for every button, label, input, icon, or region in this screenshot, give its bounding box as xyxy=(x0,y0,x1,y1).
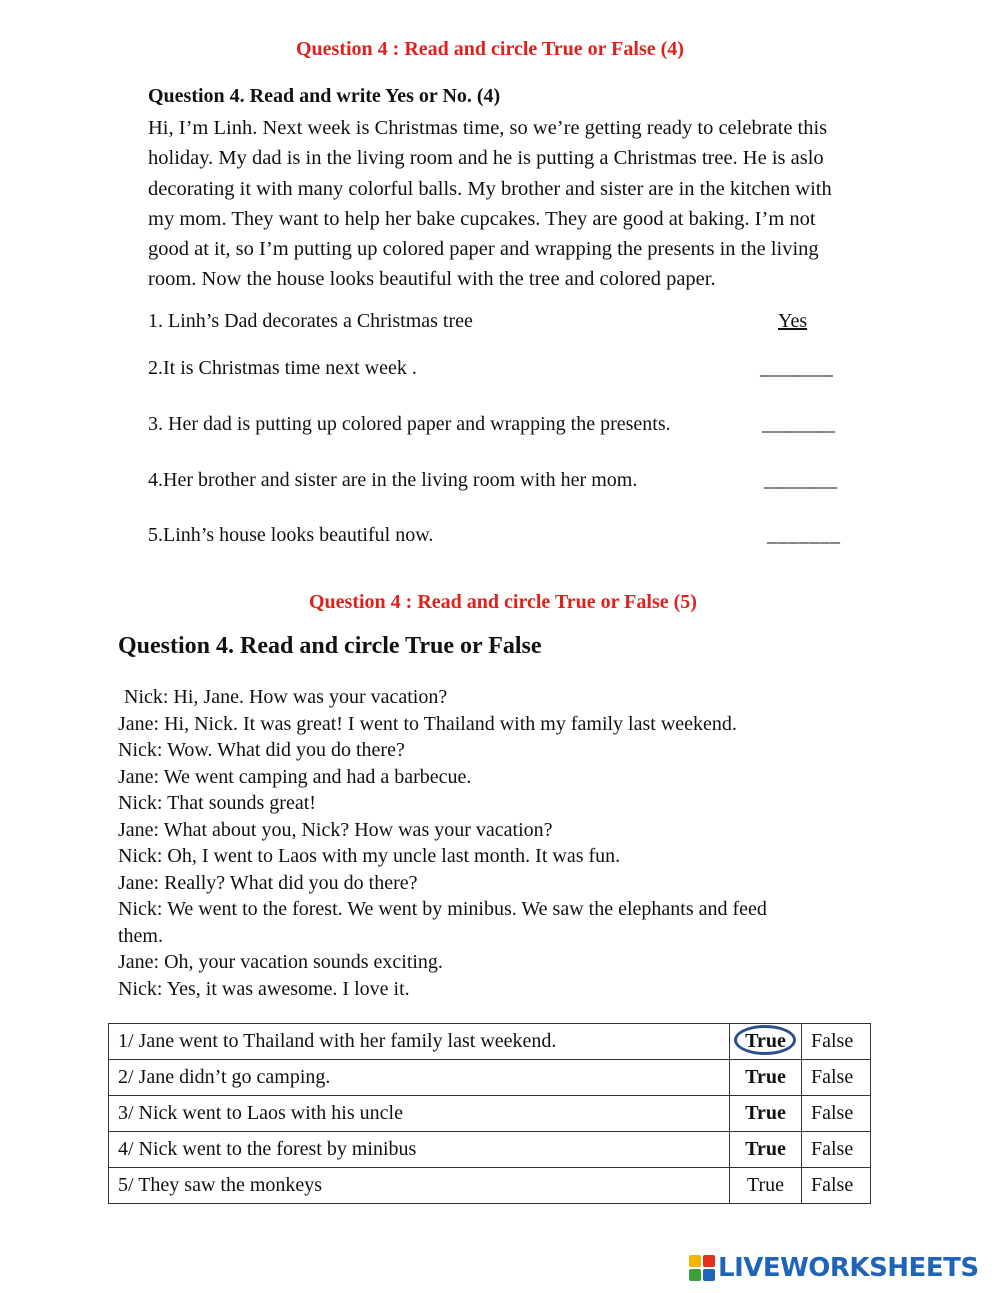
table-statement: 5/ They saw the monkeys xyxy=(109,1168,730,1204)
logo-square xyxy=(689,1255,701,1267)
true-label: True xyxy=(745,1030,786,1052)
false-option[interactable]: False xyxy=(802,1168,871,1204)
answer-blank-3[interactable]: _______ xyxy=(762,413,836,435)
false-option[interactable]: False xyxy=(802,1132,871,1168)
dialogue-line: Nick: That sounds great! xyxy=(118,792,316,814)
true-option[interactable]: True xyxy=(730,1168,802,1204)
dialogue-line: Jane: Oh, your vacation sounds exciting. xyxy=(118,951,443,973)
dialogue xyxy=(118,684,767,1002)
true-option[interactable] xyxy=(730,1024,802,1060)
dialogue-line: Jane: Hi, Nick. It was great! I went to Thailand with my family last weekend. xyxy=(118,712,737,735)
passage-line: good at it, so I’m putting up colored paper and wrapping the presents in the living xyxy=(148,238,819,261)
table-row xyxy=(109,1060,871,1096)
reading-passage xyxy=(148,113,918,295)
false-option[interactable]: False xyxy=(802,1060,871,1096)
passage-line: holiday. My dad is in the living room and he is putting a Christmas tree. He is aslo xyxy=(148,147,824,170)
passage-line: room. Now the house looks beautiful with the tree and colored paper. xyxy=(148,268,716,291)
table-statement: 1/ Jane went to Thailand with her family last weekend. xyxy=(109,1024,730,1060)
true-option[interactable]: True xyxy=(730,1096,802,1132)
liveworksheets-logo xyxy=(689,1253,979,1283)
dialogue-line: Jane: We went camping and had a barbecue. xyxy=(118,765,472,788)
false-option[interactable]: False xyxy=(802,1024,871,1060)
table-row xyxy=(109,1096,871,1132)
answer-blank-5[interactable]: _______ xyxy=(767,524,841,546)
section2-red-heading: Question 4 : Read and circle True or False (5) xyxy=(309,591,697,613)
table-statement: 4/ Nick went to the forest by minibus xyxy=(109,1132,730,1168)
dialogue-line: Nick: Hi, Jane. How was your vacation? xyxy=(124,686,448,708)
passage-line: my mom. They want to help her bake cupcakes. They are good at baking. I’m not xyxy=(148,207,816,230)
passage-line: Hi, I’m Linh. Next week is Christmas time, so we’re getting ready to celebrate this xyxy=(148,117,828,139)
dialogue-line: Jane: What about you, Nick? How was your vacation? xyxy=(118,818,553,841)
section1-heading: Question 4. Read and write Yes or No. (4) xyxy=(148,85,501,107)
true-option[interactable]: True xyxy=(730,1132,802,1168)
dialogue-line: Nick: Yes, it was awesome. I love it. xyxy=(118,977,410,1000)
statement-3: 3. Her dad is putting up colored paper and wrapping the presents. xyxy=(148,413,671,435)
statement-5: 5.Linh’s house looks beautiful now. xyxy=(148,524,434,546)
section1-red-heading: Question 4 : Read and circle True or False (4) xyxy=(296,38,684,60)
statement-1: 1. Linh’s Dad decorates a Christmas tree xyxy=(148,310,473,332)
answer-blank-2[interactable]: _______ xyxy=(760,357,834,379)
table-statement: 2/ Jane didn’t go camping. xyxy=(109,1060,730,1096)
table-statement: 3/ Nick went to Laos with his uncle xyxy=(109,1096,730,1132)
logo-mark-icon xyxy=(689,1255,715,1281)
logo-square xyxy=(703,1269,715,1281)
logo-square xyxy=(689,1269,701,1281)
dialogue-line: them. xyxy=(118,924,163,947)
dialogue-line: Jane: Really? What did you do there? xyxy=(118,871,418,894)
statement-2: 2.It is Christmas time next week . xyxy=(148,357,417,379)
answer-blank-4[interactable]: _______ xyxy=(764,469,838,491)
table-row xyxy=(109,1024,871,1060)
logo-square xyxy=(703,1255,715,1267)
table-row xyxy=(109,1168,871,1204)
dialogue-line: Nick: Wow. What did you do there? xyxy=(118,739,405,761)
true-false-table xyxy=(108,1023,871,1204)
true-option[interactable]: True xyxy=(730,1060,802,1096)
statement-4: 4.Her brother and sister are in the living room with her mom. xyxy=(148,469,638,491)
table-row xyxy=(109,1132,871,1168)
logo-text: LIVEWORKSHEETS xyxy=(718,1253,979,1283)
dialogue-line: Nick: Oh, I went to Laos with my uncle last month. It was fun. xyxy=(118,845,621,867)
answer-circle xyxy=(734,1025,796,1055)
passage-line: decorating it with many colorful balls. My brother and sister are in the kitchen with xyxy=(148,177,832,200)
answer-1[interactable]: Yes xyxy=(778,310,808,332)
false-option[interactable]: False xyxy=(802,1096,871,1132)
dialogue-line: Nick: We went to the forest. We went by minibus. We saw the elephants and feed xyxy=(118,898,767,920)
section2-heading: Question 4. Read and circle True or False xyxy=(118,633,542,659)
